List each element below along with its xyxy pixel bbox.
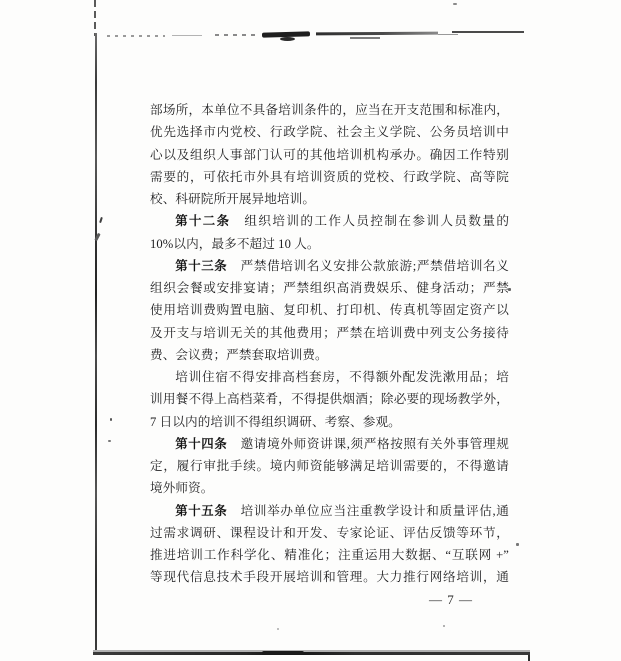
text-line	[150, 455, 509, 477]
text-run: 培训举办单位应当注重教学设计和质量评估,通	[227, 503, 509, 518]
scan-noise-streak	[350, 37, 380, 39]
scan-speck	[110, 418, 112, 421]
article-heading: 第十五条	[175, 503, 228, 518]
article-heading: 第十三条	[175, 258, 228, 273]
text-line	[150, 344, 509, 366]
text-run: 需要的，可依托市外具有培训资质的党校、行政学院、高等院	[150, 169, 509, 184]
text-line	[150, 411, 509, 433]
text-line	[150, 322, 509, 344]
text-line	[150, 210, 509, 232]
text-line	[150, 388, 509, 410]
text-run: 组织会餐或安排宴请；严禁组织高消费娱乐、健身活动；严禁	[150, 281, 509, 295]
text-run: 严禁借培训名义安排公款旅游;严禁借培训名义	[227, 258, 509, 273]
scan-noise-streak	[107, 35, 165, 37]
scan-speck	[277, 628, 279, 630]
text-run: 境外师资。	[150, 481, 214, 496]
text-line	[150, 188, 509, 210]
text-run: 费、会议费；严禁套取培训费。	[150, 347, 328, 362]
scan-noise-streak	[172, 35, 202, 36]
text-run: 7 日以内的培训不得组织调研、考察、参观。	[150, 414, 401, 429]
article-heading: 第十四条	[175, 436, 228, 451]
page-number: — 7 —	[429, 592, 473, 607]
scan-speck	[443, 625, 445, 627]
scan-noise-streak	[452, 31, 524, 33]
scan-speck	[453, 3, 457, 5]
text-line	[150, 144, 509, 166]
scan-speck	[108, 440, 111, 442]
text-run: 优先选择市内党校、行政学院、社会主义学院、公务员培训中	[150, 125, 509, 140]
scan-noise-streak	[215, 34, 257, 36]
text-run: 过需求调研、课程设计和开发、专家论证、评估反馈等环节，	[150, 525, 509, 540]
text-line	[150, 566, 509, 588]
page-left-edge-line-top	[94, 0, 96, 36]
text-run: 培训住宿不得安排高档套房，不得额外配发洗漱用品；培	[175, 370, 509, 384]
text-run: 校、科研院所开展异地培训。	[150, 192, 316, 206]
text-run: 心以及组织人事部门认可的其他培训机构承办。确因工作特别	[150, 147, 509, 162]
text-run: 等现代信息技术手段开展培训和管理。大力推行网络培训，通	[150, 570, 509, 585]
page-bottom-rule-tick	[528, 655, 530, 661]
text-line	[150, 500, 509, 522]
text-line	[150, 255, 509, 277]
scan-noise-streak	[438, 34, 458, 35]
text-run: 定，履行审批手续。境内师资能够满足培训需要的，不得邀请	[150, 459, 509, 473]
text-line	[150, 433, 509, 455]
page-left-edge-line	[95, 33, 97, 655]
text-run: 组织培训的工作人员控制在参训人员数量的	[230, 214, 509, 229]
text-run: 训用餐不得上高档菜肴，不得提供烟酒；除必要的现场教学外，	[150, 392, 509, 407]
text-line	[150, 366, 509, 388]
text-line	[150, 99, 509, 121]
text-run: 推进培训工作科学化、精准化；注重运用大数据、“互联网 +”	[150, 548, 509, 562]
page-bottom-rule-blot	[262, 651, 304, 655]
text-run: 使用培训费购置电脑、复印机、打印机、传真机等固定资产以	[150, 303, 509, 318]
text-run: 10%以内，最多不超过 10 人。	[150, 236, 320, 251]
text-line	[150, 477, 509, 499]
text-run: 及开支与培训无关的其他费用；严禁在培训费中列支公务接待	[150, 325, 509, 340]
article-heading: 第十二条	[175, 214, 231, 229]
text-line	[150, 121, 509, 143]
scan-noise-streak	[316, 32, 438, 36]
scan-speck	[516, 543, 519, 546]
scan-noise-streak	[280, 37, 295, 41]
text-line	[150, 277, 509, 299]
text-run: 邀请境外师资讲课,须严格按照有关外事管理规	[227, 436, 509, 451]
text-line	[150, 299, 509, 321]
text-run: 部场所，本单位不具备培训条件的，应当在开支范围和标准内，	[150, 103, 509, 117]
scan-speck	[99, 217, 103, 223]
text-line	[150, 522, 509, 544]
page-bottom-rule	[93, 652, 530, 655]
text-line	[150, 233, 509, 255]
text-line	[150, 544, 509, 566]
document-text-block	[150, 99, 509, 589]
text-line	[150, 166, 509, 188]
